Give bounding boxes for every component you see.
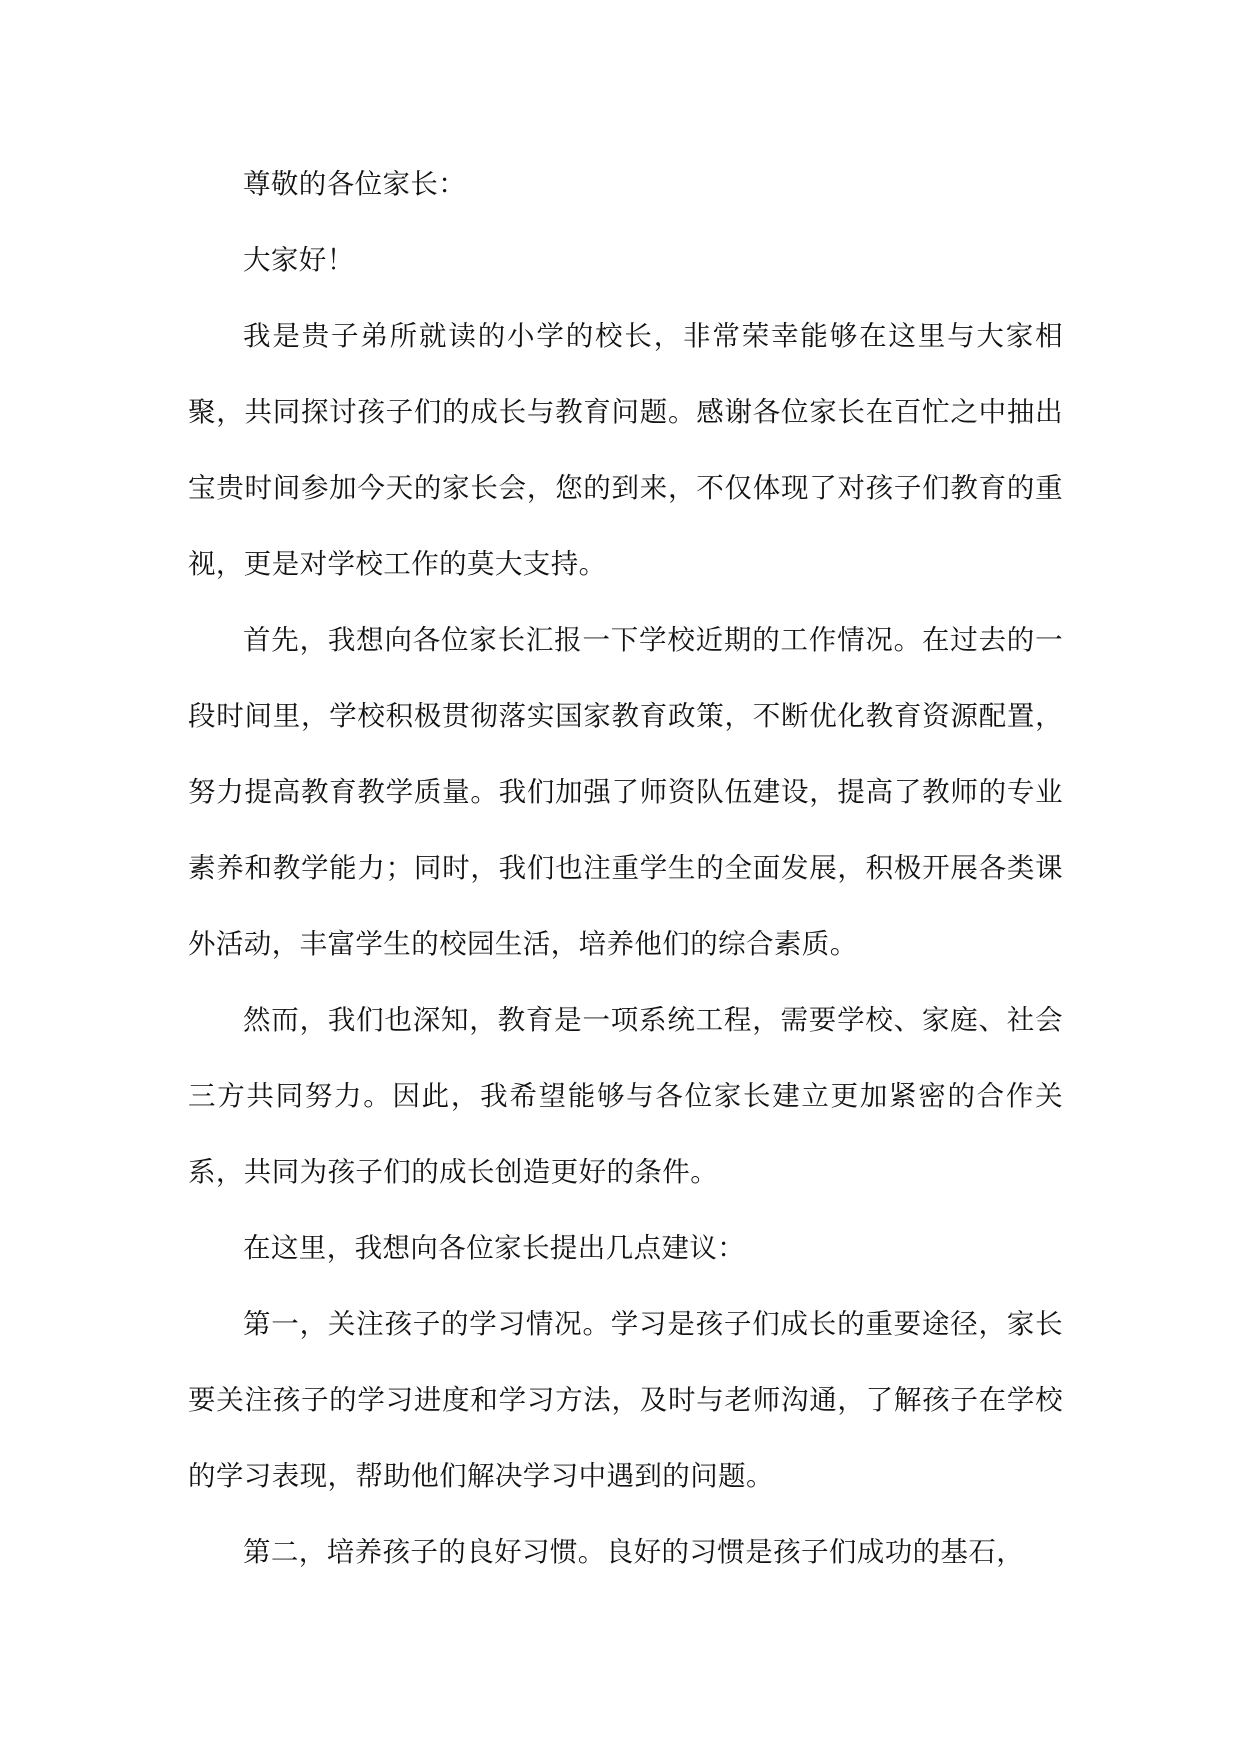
paragraph-introduction: 我是贵子弟所就读的小学的校长，非常荣幸能够在这里与大家相聚，共同探讨孩子们的成长与教育问题。感谢各位家长在百忙之中抽出宝贵时间参加今天的家长会，您的到来，不仅体现了对孩子们教育的重视，更是对学校工作的莫大支持。 xyxy=(188,320,1063,580)
greeting: 大家好！ xyxy=(243,244,355,276)
letter-body xyxy=(188,146,1063,1590)
paragraph-school-report: 首先，我想向各位家长汇报一下学校近期的工作情况。在过去的一段时间里，学校积极贯彻落实国家教育政策，不断优化教育资源配置，努力提高教育教学质量。我们加强了师资队伍建设，提高了教师的专业素养和教学能力；同时，我们也注重学生的全面发展，积极开展各类课外活动，丰富学生的校园生活，培养他们的综合素质。 xyxy=(188,624,1063,960)
paragraph-suggestion-one: 第一，关注孩子的学习情况。学习是孩子们成长的重要途径，家长要关注孩子的学习进度和学习方法，及时与老师沟通，了解孩子在学校的学习表现，帮助他们解决学习中遇到的问题。 xyxy=(188,1308,1063,1492)
paragraph-suggestion-two: 第二，培养孩子的良好习惯。良好的习惯是孩子们成功的基石， xyxy=(243,1536,1025,1568)
paragraph-suggestions-intro: 在这里，我想向各位家长提出几点建议： xyxy=(243,1232,746,1264)
paragraph-cooperation: 然而，我们也深知，教育是一项系统工程，需要学校、家庭、社会三方共同努力。因此，我希望能够与各位家长建立更加紧密的合作关系，共同为孩子们的成长创造更好的条件。 xyxy=(188,1004,1063,1188)
salutation: 尊敬的各位家长： xyxy=(243,168,467,200)
